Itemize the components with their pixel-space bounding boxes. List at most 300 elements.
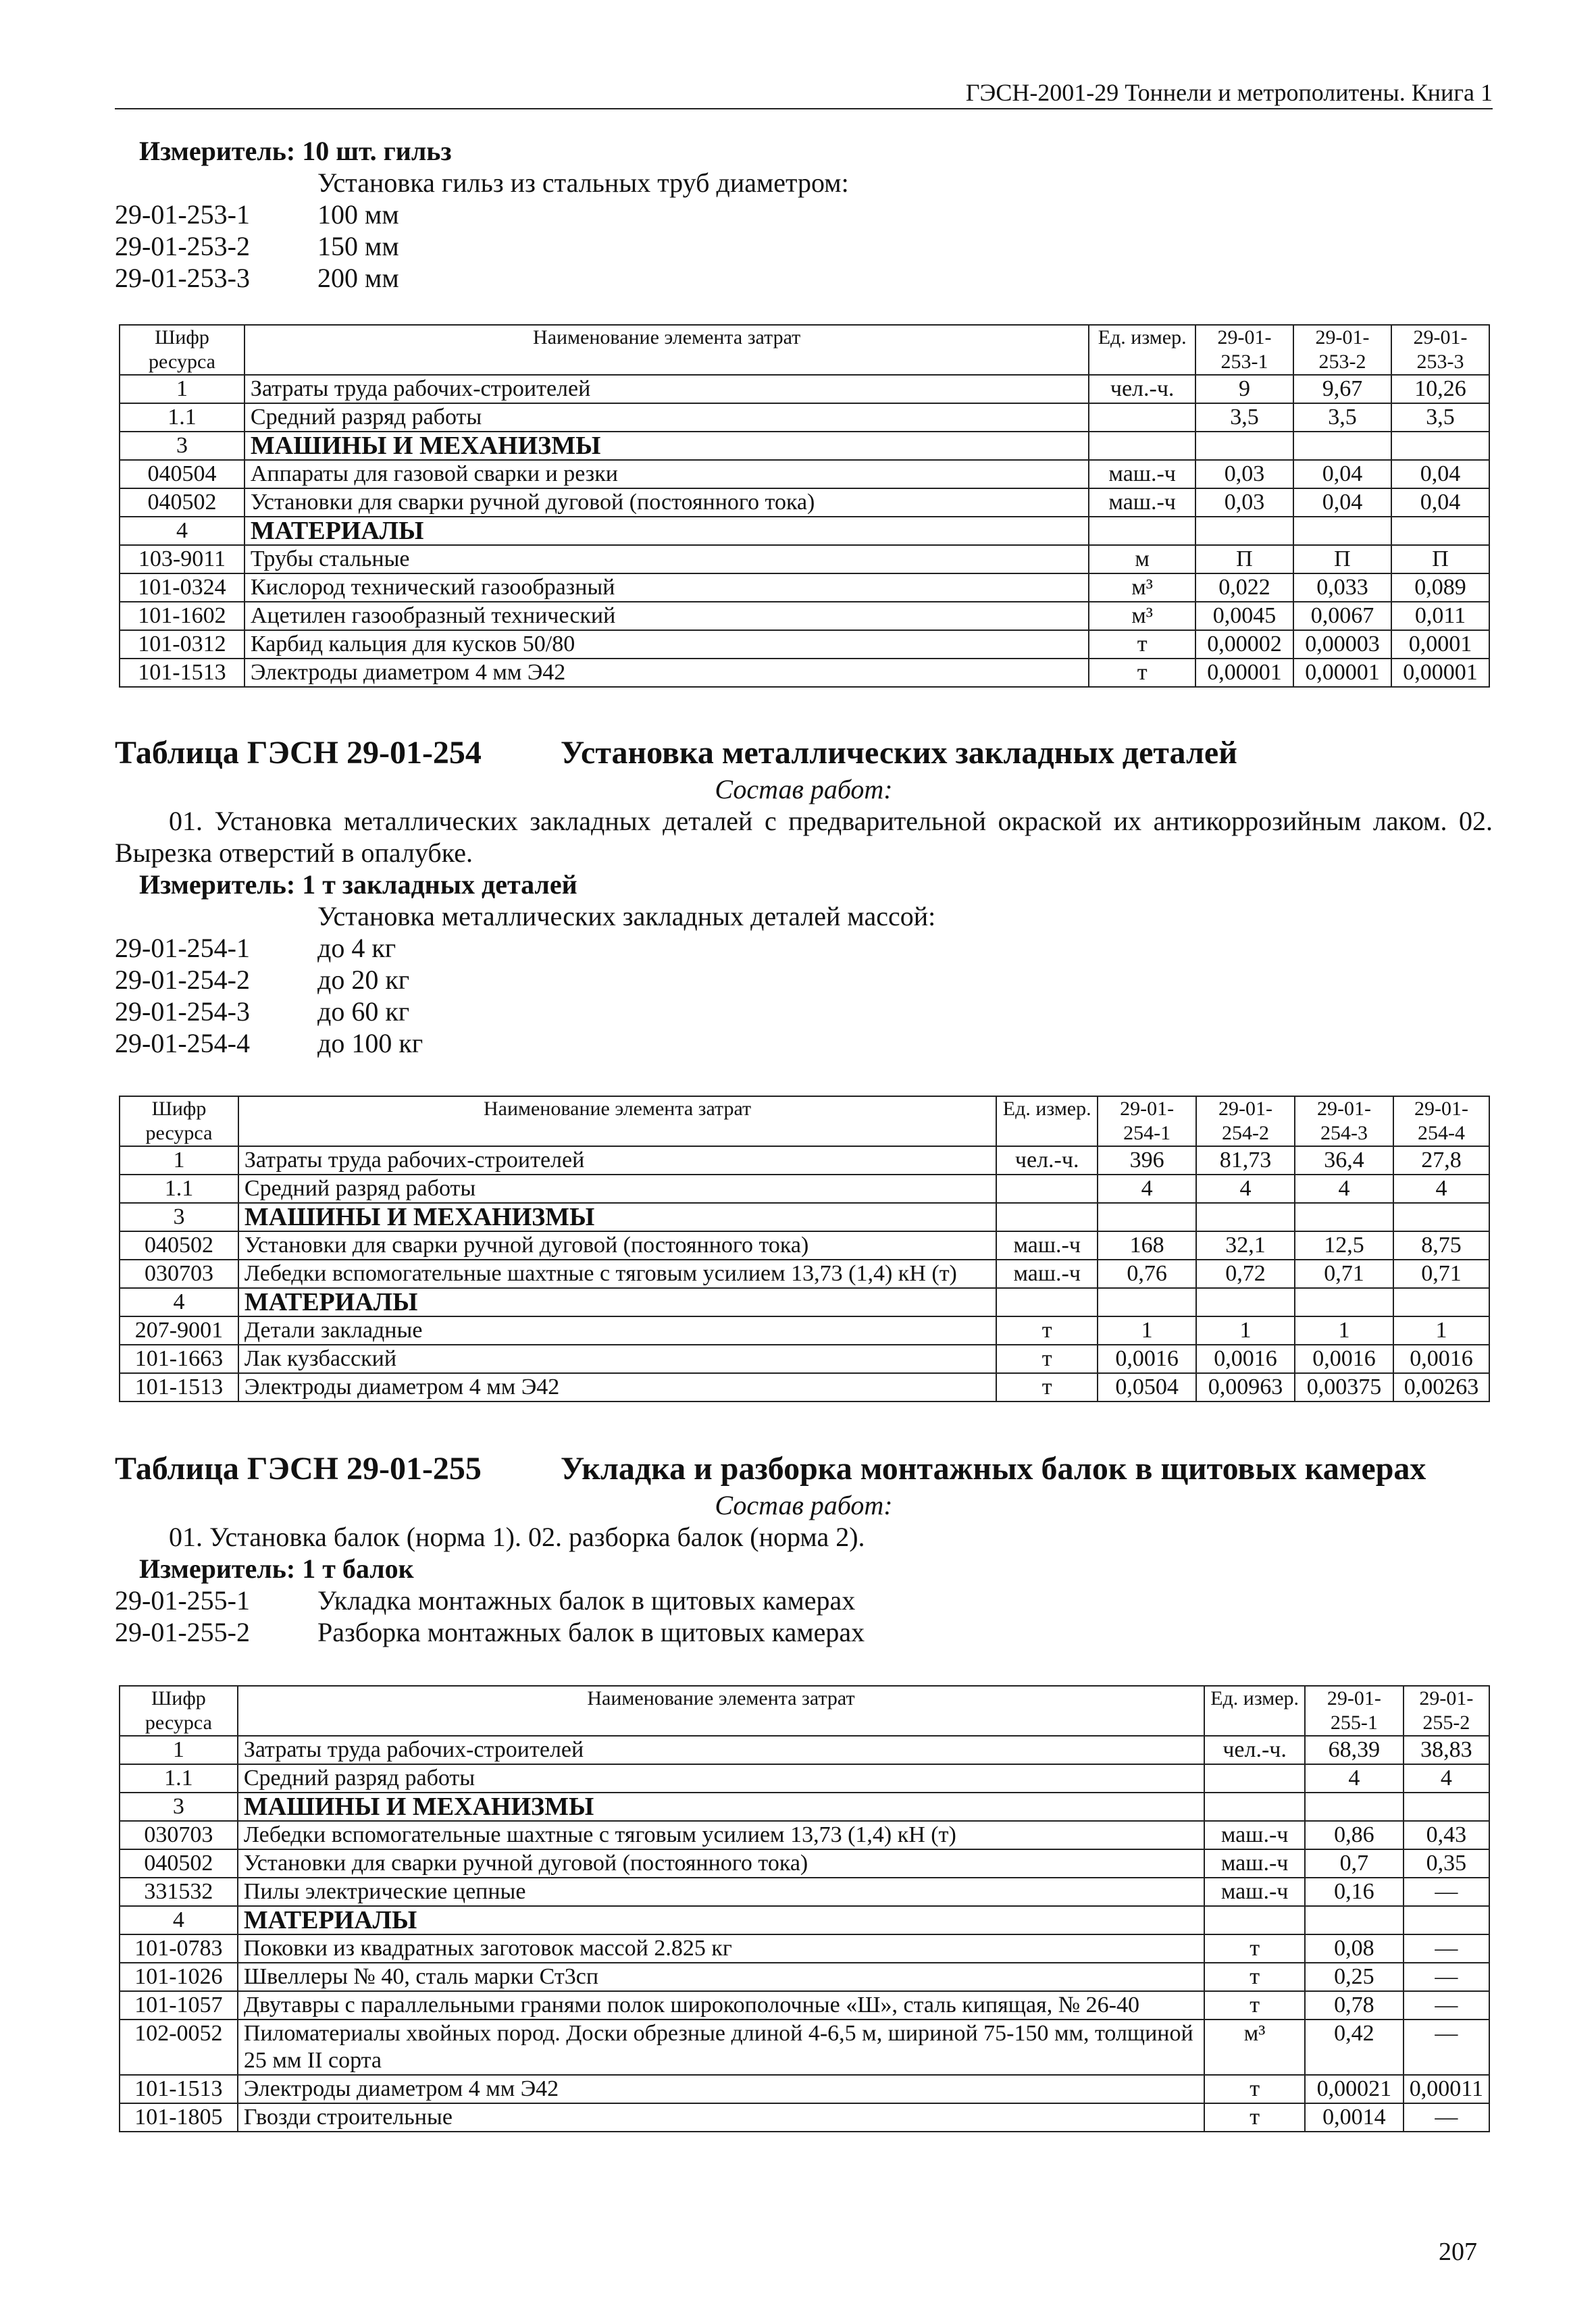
sostav-255: Состав работ:	[715, 1490, 893, 1520]
intro-253: Установка гильз из стальных труб диаметром:	[317, 168, 849, 198]
resource-value: П	[1293, 545, 1391, 573]
resource-unit: т	[1204, 1963, 1305, 1991]
resource-value: 0,42	[1305, 2020, 1404, 2075]
resource-code: 101-1026	[120, 1963, 238, 1991]
resource-value: 1	[1393, 1316, 1489, 1345]
resource-value	[1391, 432, 1489, 460]
resource-name: МАШИНЫ И МЕХАНИЗМЫ	[244, 432, 1089, 460]
table-title-254	[115, 733, 1493, 773]
resource-unit: м³	[1204, 2020, 1305, 2075]
resource-value: 0,35	[1404, 1849, 1489, 1878]
resource-value: 4	[1098, 1175, 1196, 1203]
resource-value: 0,00963	[1196, 1373, 1295, 1402]
resource-value: 0,0016	[1295, 1345, 1393, 1373]
resource-value: 0,25	[1305, 1963, 1404, 1991]
resource-unit: маш.-ч	[1089, 488, 1195, 517]
resource-unit: маш.-ч	[1204, 1878, 1305, 1906]
norm-name: до 20 кг	[317, 965, 410, 995]
norm-name: 200 мм	[317, 263, 399, 293]
resource-value: 0,04	[1293, 460, 1391, 488]
header-norm-column: 29-01-254-4	[1393, 1096, 1489, 1146]
resource-value: —	[1404, 1963, 1489, 1991]
resource-value: 0,089	[1391, 573, 1489, 602]
resource-value: 0,00263	[1393, 1373, 1489, 1402]
resource-unit: чел.-ч.	[996, 1146, 1098, 1175]
norm-name: Разборка монтажных балок в щитовых камерах	[317, 1617, 865, 1647]
resource-code: 4	[120, 1906, 238, 1934]
resource-value: 0,71	[1295, 1260, 1393, 1288]
table-title-255-name: Укладка и разборка монтажных балок в щитовых камерах	[561, 1451, 1426, 1487]
resource-value: —	[1404, 2103, 1489, 2132]
norm-list-item	[115, 262, 1493, 294]
resource-code: 101-1057	[120, 1991, 238, 2020]
resource-value: 10,26	[1391, 375, 1489, 403]
resource-code: 101-1513	[120, 1373, 238, 1402]
resource-code: 3	[120, 1203, 238, 1231]
resource-value	[1293, 517, 1391, 545]
resource-name: Двутавры с параллельными гранями полок широкополочные «Ш», сталь кипящая, № 26-40	[238, 1991, 1204, 2020]
resource-value: 3,5	[1391, 403, 1489, 432]
table-title-254-code: Таблица ГЭСН 29-01-254	[115, 735, 482, 771]
resource-value	[1393, 1203, 1489, 1231]
resource-unit	[996, 1175, 1098, 1203]
header-norm-column: 29-01-254-3	[1295, 1096, 1393, 1146]
resource-code: 040502	[120, 1231, 238, 1260]
resource-unit	[996, 1203, 1098, 1231]
resource-value: 0,08	[1305, 1934, 1404, 1963]
table-row	[120, 375, 1489, 403]
resource-name: Средний разряд работы	[244, 403, 1089, 432]
table-row	[120, 1849, 1489, 1878]
resource-unit: маш.-ч	[1204, 1849, 1305, 1878]
resource-name: МАТЕРИАЛЫ	[238, 1906, 1204, 1934]
table-row	[120, 1231, 1489, 1260]
resource-value: 0,72	[1196, 1260, 1295, 1288]
norm-name: до 60 кг	[317, 996, 410, 1027]
resource-unit: чел.-ч.	[1204, 1736, 1305, 1764]
resource-value	[1293, 432, 1391, 460]
resource-value	[1393, 1288, 1489, 1316]
resource-value: 12,5	[1295, 1231, 1393, 1260]
table-row	[120, 1821, 1489, 1849]
resource-value: 3,5	[1293, 403, 1391, 432]
header-name: Наименование элемента затрат	[238, 1686, 1204, 1736]
resource-name: Лак кузбасский	[238, 1345, 996, 1373]
resource-value	[1196, 1288, 1295, 1316]
resource-value: 0,0067	[1293, 602, 1391, 630]
norm-name: 150 мм	[317, 231, 399, 261]
resource-code: 3	[120, 432, 244, 460]
table-row	[120, 2103, 1489, 2132]
resource-value: 0,03	[1195, 488, 1293, 517]
norm-code: 29-01-253-1	[115, 199, 250, 230]
resource-unit: т	[996, 1373, 1098, 1402]
resource-name: Лебедки вспомогательные шахтные с тяговым усилием 13,73 (1,4) кН (т)	[238, 1260, 996, 1288]
table-row	[120, 1793, 1489, 1821]
resource-code: 030703	[120, 1260, 238, 1288]
resource-unit: маш.-ч	[996, 1260, 1098, 1288]
resource-table-255	[119, 1685, 1490, 2132]
resource-value: 0,00001	[1293, 659, 1391, 687]
table-row	[120, 1934, 1489, 1963]
table-row	[120, 432, 1489, 460]
resource-unit: т	[1089, 630, 1195, 659]
header-norm-column: 29-01-254-2	[1196, 1096, 1295, 1146]
works-254: 01. Установка металлических закладных деталей с предварительной окраской их антикоррозийным лаком. 02. Вырезка отверстий в опалубке.	[115, 806, 1493, 868]
table-row	[120, 1345, 1489, 1373]
intro-254: Установка металлических закладных деталей массой:	[317, 901, 936, 931]
resource-unit: чел.-ч.	[1089, 375, 1195, 403]
resource-table-253	[119, 324, 1490, 688]
resource-value	[1305, 1906, 1404, 1934]
resource-name: Кислород технический газообразный	[244, 573, 1089, 602]
norm-code: 29-01-254-3	[115, 996, 250, 1027]
resource-code: 101-0783	[120, 1934, 238, 1963]
resource-name: Аппараты для газовой сварки и резки	[244, 460, 1089, 488]
table-row	[120, 1878, 1489, 1906]
norm-name: до 4 кг	[317, 933, 396, 963]
resource-name: Электроды диаметром 4 мм Э42	[244, 659, 1089, 687]
header-norm-column: 29-01-255-2	[1404, 1686, 1489, 1736]
works-255: 01. Установка балок (норма 1). 02. разборка балок (норма 2).	[169, 1522, 865, 1552]
resource-code: 331532	[120, 1878, 238, 1906]
resource-value: 0,0014	[1305, 2103, 1404, 2132]
resource-value: 396	[1098, 1146, 1196, 1175]
resource-value: 1	[1098, 1316, 1196, 1345]
norm-list-item	[115, 996, 1493, 1027]
resource-code: 040502	[120, 1849, 238, 1878]
resource-name: Карбид кальция для кусков 50/80	[244, 630, 1089, 659]
header-unit: Ед. измер.	[1204, 1686, 1305, 1736]
resource-unit: т	[996, 1316, 1098, 1345]
header-code: Шифр ресурса	[120, 1686, 238, 1736]
resource-name: Электроды диаметром 4 мм Э42	[238, 1373, 996, 1402]
resource-code: 4	[120, 1288, 238, 1316]
resource-name: Электроды диаметром 4 мм Э42	[238, 2075, 1204, 2103]
table-header-row	[120, 1686, 1489, 1736]
resource-value: 38,83	[1404, 1736, 1489, 1764]
resource-code: 1.1	[120, 403, 244, 432]
section-253-intro	[115, 135, 1493, 294]
resource-code: 1.1	[120, 1175, 238, 1203]
table-title-254-name: Установка металлических закладных деталей	[561, 735, 1237, 771]
resource-value: 0,00021	[1305, 2075, 1404, 2103]
resource-name: Гвозди строительные	[238, 2103, 1204, 2132]
resource-value: 168	[1098, 1231, 1196, 1260]
table-row	[120, 1316, 1489, 1345]
table-row	[120, 1906, 1489, 1934]
table-row	[120, 573, 1489, 602]
resource-unit	[1204, 1793, 1305, 1821]
resource-code: 101-1805	[120, 2103, 238, 2132]
resource-value	[1196, 1203, 1295, 1231]
table-row	[120, 1260, 1489, 1288]
resource-value: 1	[1196, 1316, 1295, 1345]
resource-name: МАТЕРИАЛЫ	[244, 517, 1089, 545]
resource-value: 81,73	[1196, 1146, 1295, 1175]
resource-name: Пилы электрические цепные	[238, 1878, 1204, 1906]
norm-list-item	[115, 199, 1493, 230]
resource-value: 0,0016	[1098, 1345, 1196, 1373]
resource-value: 0,0504	[1098, 1373, 1196, 1402]
resource-code: 040504	[120, 460, 244, 488]
norm-code: 29-01-254-2	[115, 965, 250, 995]
table-row	[120, 1963, 1489, 1991]
resource-code: 103-9011	[120, 545, 244, 573]
resource-value: 0,00001	[1195, 659, 1293, 687]
resource-unit: т	[1204, 2075, 1305, 2103]
resource-unit	[1089, 517, 1195, 545]
resource-name: Затраты труда рабочих-строителей	[238, 1736, 1204, 1764]
resource-code: 030703	[120, 1821, 238, 1849]
resource-code: 4	[120, 517, 244, 545]
resource-value: —	[1404, 2020, 1489, 2075]
resource-code: 101-1663	[120, 1345, 238, 1373]
resource-value: 0,033	[1293, 573, 1391, 602]
table-header-row	[120, 325, 1489, 375]
resource-unit: т	[996, 1345, 1098, 1373]
norm-code: 29-01-253-2	[115, 231, 250, 261]
norm-list-item	[115, 1616, 1493, 1648]
resource-code: 101-1513	[120, 659, 244, 687]
resource-unit: маш.-ч	[996, 1231, 1098, 1260]
measure-253: Измеритель: 10 шт. гильз	[139, 136, 452, 166]
resource-value	[1098, 1288, 1196, 1316]
resource-value	[1305, 1793, 1404, 1821]
header-norm-column: 29-01-253-3	[1391, 325, 1489, 375]
resource-name: Средний разряд работы	[238, 1764, 1204, 1793]
resource-name: Ацетилен газообразный технический	[244, 602, 1089, 630]
resource-value: 0,04	[1391, 460, 1489, 488]
resource-name: МАТЕРИАЛЫ	[238, 1288, 996, 1316]
resource-name: Средний разряд работы	[238, 1175, 996, 1203]
table-row	[120, 403, 1489, 432]
resource-value: 27,8	[1393, 1146, 1489, 1175]
resource-value: 0,0016	[1196, 1345, 1295, 1373]
resource-name: Трубы стальные	[244, 545, 1089, 573]
resource-code: 040502	[120, 488, 244, 517]
table-row	[120, 602, 1489, 630]
resource-name: Затраты труда рабочих-строителей	[244, 375, 1089, 403]
resource-unit: т	[1204, 1991, 1305, 2020]
resource-value: 0,78	[1305, 1991, 1404, 2020]
resource-name: МАШИНЫ И МЕХАНИЗМЫ	[238, 1203, 996, 1231]
resource-value: 0,00002	[1195, 630, 1293, 659]
resource-value: 3,5	[1195, 403, 1293, 432]
resource-unit	[1204, 1906, 1305, 1934]
norm-code: 29-01-255-1	[115, 1585, 250, 1616]
resource-value: 0,04	[1391, 488, 1489, 517]
resource-code: 101-1602	[120, 602, 244, 630]
resource-value: 9,67	[1293, 375, 1391, 403]
resource-value: 0,16	[1305, 1878, 1404, 1906]
resource-value: 0,0001	[1391, 630, 1489, 659]
table-row	[120, 1373, 1489, 1402]
resource-value: 0,43	[1404, 1821, 1489, 1849]
table-row	[120, 1203, 1489, 1231]
resource-name: Поковки из квадратных заготовок массой 2.825 кг	[238, 1934, 1204, 1963]
resource-table-254	[119, 1096, 1490, 1402]
resource-value: 68,39	[1305, 1736, 1404, 1764]
resource-name: Установки для сварки ручной дуговой (постоянного тока)	[244, 488, 1089, 517]
resource-value: 32,1	[1196, 1231, 1295, 1260]
header-norm-column: 29-01-253-1	[1195, 325, 1293, 375]
norm-name: Укладка монтажных балок в щитовых камерах	[317, 1585, 856, 1616]
resource-value	[1404, 1793, 1489, 1821]
section-254-intro	[115, 733, 1493, 1059]
resource-name: Установки для сварки ручной дуговой (постоянного тока)	[238, 1231, 996, 1260]
header-name: Наименование элемента затрат	[238, 1096, 996, 1146]
measure-254: Измеритель: 1 т закладных деталей	[139, 869, 577, 900]
resource-value	[1404, 1906, 1489, 1934]
resource-value: 8,75	[1393, 1231, 1489, 1260]
resource-value: 0,00003	[1293, 630, 1391, 659]
resource-value	[1098, 1203, 1196, 1231]
section-255-intro	[115, 1449, 1493, 1648]
header-code: Шифр ресурса	[120, 325, 244, 375]
table-row	[120, 659, 1489, 687]
resource-code: 101-0312	[120, 630, 244, 659]
table-row	[120, 460, 1489, 488]
resource-value: 0,76	[1098, 1260, 1196, 1288]
resource-unit: маш.-ч	[1089, 460, 1195, 488]
resource-unit	[1089, 432, 1195, 460]
resource-value: 0,011	[1391, 602, 1489, 630]
resource-value: 0,00375	[1295, 1373, 1393, 1402]
resource-code: 102-0052	[120, 2020, 238, 2075]
resource-unit	[996, 1288, 1098, 1316]
norm-list-item	[115, 1585, 1493, 1616]
header-code: Шифр ресурса	[120, 1096, 238, 1146]
norm-list-item	[115, 230, 1493, 262]
resource-code: 101-0324	[120, 573, 244, 602]
norm-list-item	[115, 1027, 1493, 1059]
resource-value: 0,03	[1195, 460, 1293, 488]
norm-code: 29-01-255-2	[115, 1617, 250, 1647]
table-row	[120, 2075, 1489, 2103]
table-header-row	[120, 1096, 1489, 1146]
norm-name: 100 мм	[317, 199, 399, 230]
header-name: Наименование элемента затрат	[244, 325, 1089, 375]
table-row	[120, 1991, 1489, 2020]
resource-value: 4	[1196, 1175, 1295, 1203]
resource-value: —	[1404, 1934, 1489, 1963]
resource-name: Установки для сварки ручной дуговой (постоянного тока)	[238, 1849, 1204, 1878]
norm-list-item	[115, 964, 1493, 996]
table-row	[120, 545, 1489, 573]
resource-unit: т	[1204, 2103, 1305, 2132]
table-row	[120, 1736, 1489, 1764]
resource-unit: маш.-ч	[1204, 1821, 1305, 1849]
resource-value: 0,04	[1293, 488, 1391, 517]
resource-value	[1295, 1288, 1393, 1316]
measure-255: Измеритель: 1 т балок	[139, 1553, 414, 1584]
norm-list-253	[115, 199, 1493, 294]
resource-name: Лебедки вспомогательные шахтные с тяговым усилием 13,73 (1,4) кН (т)	[238, 1821, 1204, 1849]
norm-list-255	[115, 1585, 1493, 1648]
table-row	[120, 1288, 1489, 1316]
resource-value: 0,022	[1195, 573, 1293, 602]
resource-value: 0,0045	[1195, 602, 1293, 630]
header-norm-column: 29-01-253-2	[1293, 325, 1391, 375]
resource-value: П	[1195, 545, 1293, 573]
resource-value: П	[1391, 545, 1489, 573]
resource-unit: т	[1204, 1934, 1305, 1963]
resource-value: 0,86	[1305, 1821, 1404, 1849]
resource-value: 0,0016	[1393, 1345, 1489, 1373]
resource-value	[1195, 432, 1293, 460]
resource-value	[1295, 1203, 1393, 1231]
resource-value: 4	[1295, 1175, 1393, 1203]
resource-value	[1391, 517, 1489, 545]
resource-code: 1	[120, 1736, 238, 1764]
resource-code: 3	[120, 1793, 238, 1821]
resource-value: 36,4	[1295, 1146, 1393, 1175]
resource-name: Детали закладные	[238, 1316, 996, 1345]
resource-value: 9	[1195, 375, 1293, 403]
resource-value: 0,7	[1305, 1849, 1404, 1878]
resource-name: Затраты труда рабочих-строителей	[238, 1146, 996, 1175]
table-row	[120, 1175, 1489, 1203]
table-row	[120, 1764, 1489, 1793]
norm-list-item	[115, 932, 1493, 964]
header-norm-column: 29-01-254-1	[1098, 1096, 1196, 1146]
table-title-255-code: Таблица ГЭСН 29-01-255	[115, 1451, 482, 1487]
table-row	[120, 517, 1489, 545]
resource-name: Пиломатериалы хвойных пород. Доски обрезные длиной 4-6,5 м, шириной 75-150 мм, толщиной 25 мм II сорта	[238, 2020, 1204, 2075]
resource-value: —	[1404, 1878, 1489, 1906]
resource-code: 207-9001	[120, 1316, 238, 1345]
resource-code: 1	[120, 375, 244, 403]
table-row	[120, 488, 1489, 517]
resource-unit: м³	[1089, 602, 1195, 630]
resource-unit: м	[1089, 545, 1195, 573]
norm-code: 29-01-254-4	[115, 1028, 250, 1058]
resource-code: 101-1513	[120, 2075, 238, 2103]
table-row	[120, 1146, 1489, 1175]
norm-list-254	[115, 932, 1493, 1059]
resource-unit: м³	[1089, 573, 1195, 602]
resource-value: —	[1404, 1991, 1489, 2020]
resource-code: 1	[120, 1146, 238, 1175]
header-unit: Ед. измер.	[1089, 325, 1195, 375]
sostav-254: Состав работ:	[715, 774, 893, 804]
resource-value: 4	[1404, 1764, 1489, 1793]
resource-value	[1195, 517, 1293, 545]
header-text: ГЭСН-2001-29 Тоннели и метрополитены. Книга 1	[965, 79, 1493, 106]
table-row	[120, 2020, 1489, 2075]
resource-value: 1	[1295, 1316, 1393, 1345]
resource-unit	[1204, 1764, 1305, 1793]
resource-value: 0,00011	[1404, 2075, 1489, 2103]
norm-name: до 100 кг	[317, 1028, 423, 1058]
resource-unit	[1089, 403, 1195, 432]
resource-unit: т	[1089, 659, 1195, 687]
table-title-255	[115, 1449, 1493, 1489]
resource-value: 0,71	[1393, 1260, 1489, 1288]
resource-code: 1.1	[120, 1764, 238, 1793]
resource-name: МАШИНЫ И МЕХАНИЗМЫ	[238, 1793, 1204, 1821]
header-norm-column: 29-01-255-1	[1305, 1686, 1404, 1736]
running-header	[115, 76, 1493, 109]
norm-code: 29-01-253-3	[115, 263, 250, 293]
resource-name: Швеллеры № 40, сталь марки Ст3сп	[238, 1963, 1204, 1991]
resource-value: 0,00001	[1391, 659, 1489, 687]
norm-code: 29-01-254-1	[115, 933, 250, 963]
table-row	[120, 630, 1489, 659]
resource-value: 4	[1305, 1764, 1404, 1793]
header-unit: Ед. измер.	[996, 1096, 1098, 1146]
